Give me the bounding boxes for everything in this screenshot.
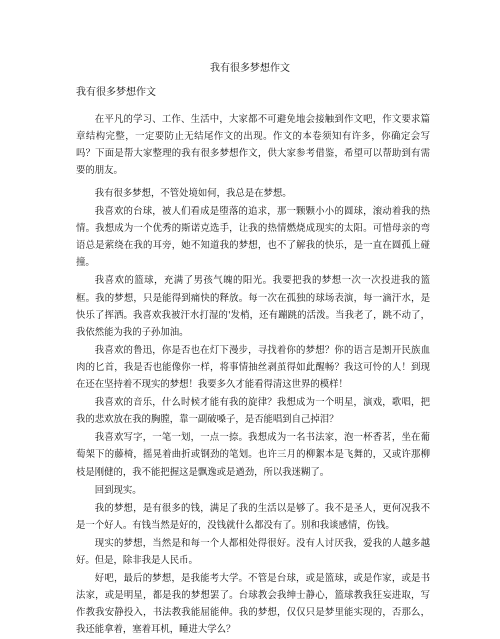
essay-paragraph: 我喜欢写字，一笔一划，一点一捺。我想成为一名书法家，泡一杯香茗，坐在葡萄架下的藤椅，摇晃着曲折或钢劲的笔划。也许三月的柳絮本是飞舞的，又或许那柳枝是刚健的，我不能把握这是飘逸或是遒劲，所以我迷糊了。 xyxy=(76,432,430,478)
document-title: 我有很多梦想作文 xyxy=(210,63,290,74)
intro-paragraph: 在平凡的学习、工作、生活中，大家都不可避免地会接触到作文吧，作文要求篇章结构完整，一定要防止无结尾作文的出现。作文的本卷须知有许多，你确定会写吗？下面是帮大家整理的我有很多梦想作文，供大家参考借鉴，希望可以帮助到有需要的朋友。 xyxy=(76,114,430,176)
essay-paragraph: 好吧，最后的梦想，是我能考大学。不管是台球，或是篮球，或是作家，或是书法家，或是明星，都是我的梦想罢了。台球教会我绅士静心，篮球教我狂妄进取，写作教我安静投入，书法教我能屈能伸。我的梦想，仅仅只是梦里能实现的，否那么，我还能拿着，塞着耳机，睡进大学么？ xyxy=(76,573,430,636)
document-subtitle: 我有很多梦想作文 xyxy=(76,87,156,98)
essay-paragraph: 我喜欢的鲁迅，你是否也在灯下漫步，寻找着你的梦想？你的语言是割开民族血肉的匕首，我是否也能像你一样，将事情抽丝剥茧得如此醒畅？我这可怜的人！到现在还在坚持着不现实的梦想！我要多久才能看得清这世界的模样！ xyxy=(76,344,430,391)
essay-paragraph: 我喜欢的音乐，什么时候才能有我的旋律？我想成为一个明星，演戏，歌唱，把我的悲欢放在我的胸膛，靠一副破嗓子，是否能唱到自己掉泪？ xyxy=(76,397,430,426)
essay-paragraph: 现实的梦想，当然是和每一个人都相处得很好。没有人讨厌我，爱我的人越多越好。但是，除非我是人民币。 xyxy=(76,537,430,566)
essay-body xyxy=(76,185,430,639)
essay-paragraph: 我喜欢的篮球，充满了男孩气魄的阳光。我要把我的梦想一次一次投进我的篮框。我的梦想，只是能得到痛快的释放。每一次在孤独的球场表演，每一滴汗水，是快乐了挥洒。我喜欢我被汗水打湿的'发梢，还有蹦跳的活泼。当我老了，跳不动了，我依然能为我的子孙加油。 xyxy=(76,275,430,338)
essay-paragraph: 我的梦想，是有很多的钱，满足了我的生活以是够了。我不是圣人，更何况我不是一个好人。有钱当然是好的，没钱就什么都没有了。别和我谈感情，伤钱。 xyxy=(76,502,430,531)
essay-paragraph: 回到现实。 xyxy=(94,484,142,496)
essay-paragraph: 我喜欢的台球，被人们看成是堕落的追求，那一颗颗小小的圆球，滚动着我的热情。我想成为一个优秀的斯诺克选手，让我的热情燃烧成现实的太阳。可惜母亲的弯语总是萦绕在我的耳旁，她不知道我的梦想，也不了解我的快乐，是一直在圆孤上碰撞。 xyxy=(76,206,430,269)
essay-paragraph: 我有很多梦想，不管处境如何，我总是在梦想。 xyxy=(94,188,292,199)
intro-section xyxy=(76,111,430,179)
